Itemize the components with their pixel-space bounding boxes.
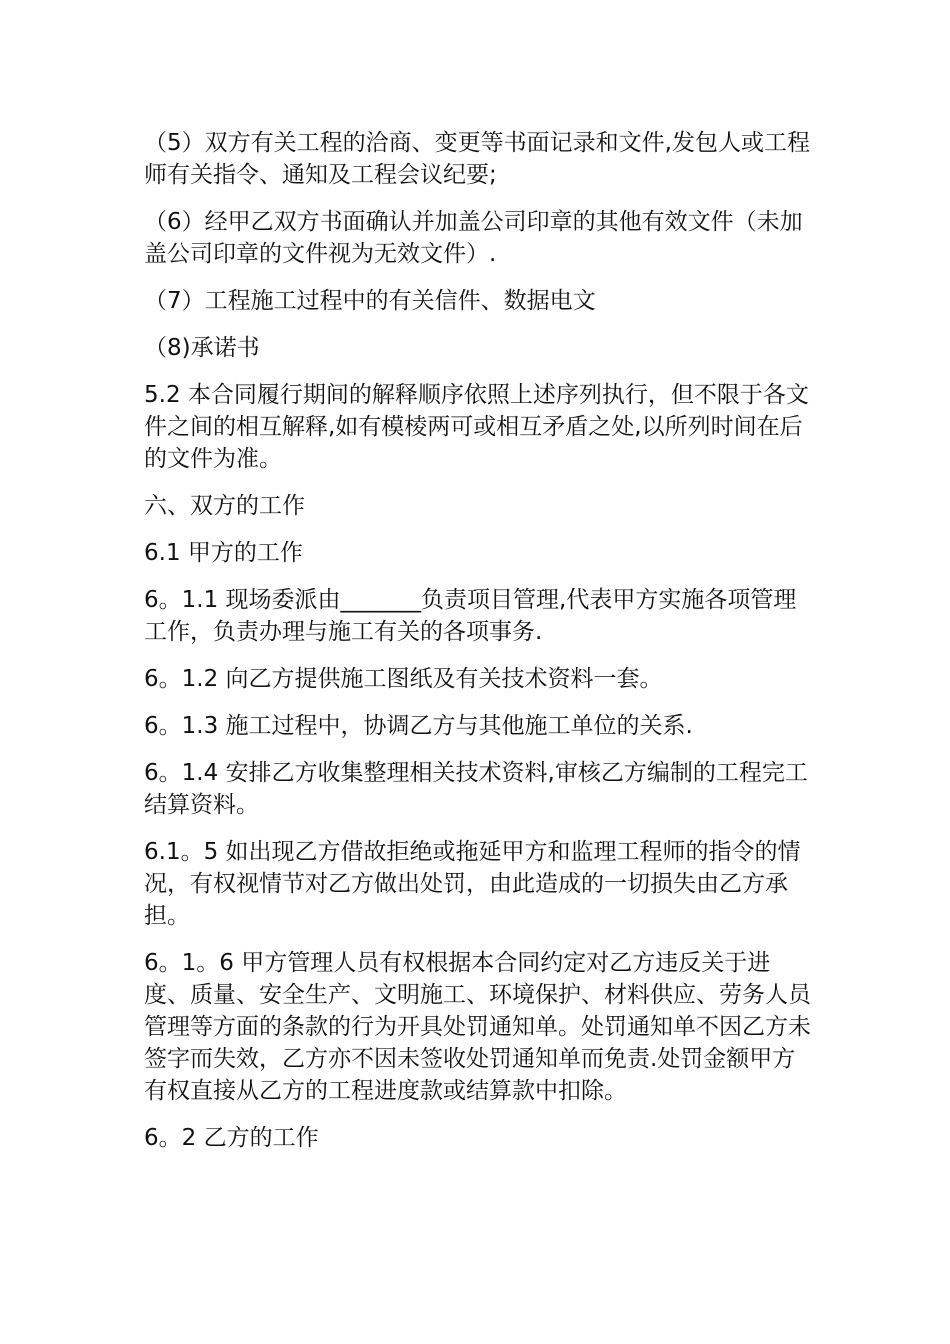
section-6-heading: 六、双方的工作 bbox=[144, 493, 305, 519]
clause-6-1-2: 6。1.2 向乙方提供施工图纸及有关技术资料一套。 bbox=[144, 666, 663, 692]
document-body bbox=[144, 127, 814, 1169]
clause-6-1-heading: 6.1 甲方的工作 bbox=[144, 540, 303, 566]
clause-5-item-6: （6）经甲乙双方书面确认并加盖公司印章的其他有效文件（未加盖公司印章的文件视为无效文件）. bbox=[144, 209, 803, 267]
clause-6-1-6: 6。1。6 甲方管理人员有权根据本合同约定对乙方违反关于进度、质量、安全生产、文明施工、环境保护、材料供应、劳务人员管理等方面的条款的行为开具处罚通知单。处罚通知单不因乙方未签字而失效，乙方亦不因未签收处罚通知单而免责.处罚金额甲方有权直接从乙方的工程进度款或结算款中扣除。 bbox=[144, 950, 811, 1104]
clause-5-item-8: （8)承诺书 bbox=[144, 335, 260, 361]
clause-6-1-3: 6。1.3 施工过程中，协调乙方与其他施工单位的关系. bbox=[144, 713, 693, 739]
clause-6-2-heading: 6。2 乙方的工作 bbox=[144, 1125, 319, 1151]
clause-6-1-4: 6。1.4 安排乙方收集整理相关技术资料,审核乙方编制的工程完工结算资料。 bbox=[144, 760, 808, 818]
clause-5-item-5: （5）双方有关工程的洽商、变更等书面记录和文件,发包人或工程师有关指令、通知及工程会议纪要; bbox=[144, 130, 810, 188]
clause-6-1-1: 6。1.1 现场委派由_______负责项目管理,代表甲方实施各项管理工作，负责办理与施工有关的各项事务. bbox=[144, 587, 797, 645]
clause-6-1-5: 6.1。5 如出现乙方借故拒绝或拖延甲方和监理工程师的指令的情况，有权视情节对乙方做出处罚，由此造成的一切损失由乙方承担。 bbox=[144, 839, 801, 929]
clause-5-item-7: （7）工程施工过程中的有关信件、数据电文 bbox=[144, 288, 596, 314]
clause-5-2: 5.2 本合同履行期间的解释顺序依照上述序列执行，但不限于各文件之间的相互解释,如有模棱两可或相互矛盾之处,以所列时间在后的文件为准。 bbox=[144, 382, 809, 472]
